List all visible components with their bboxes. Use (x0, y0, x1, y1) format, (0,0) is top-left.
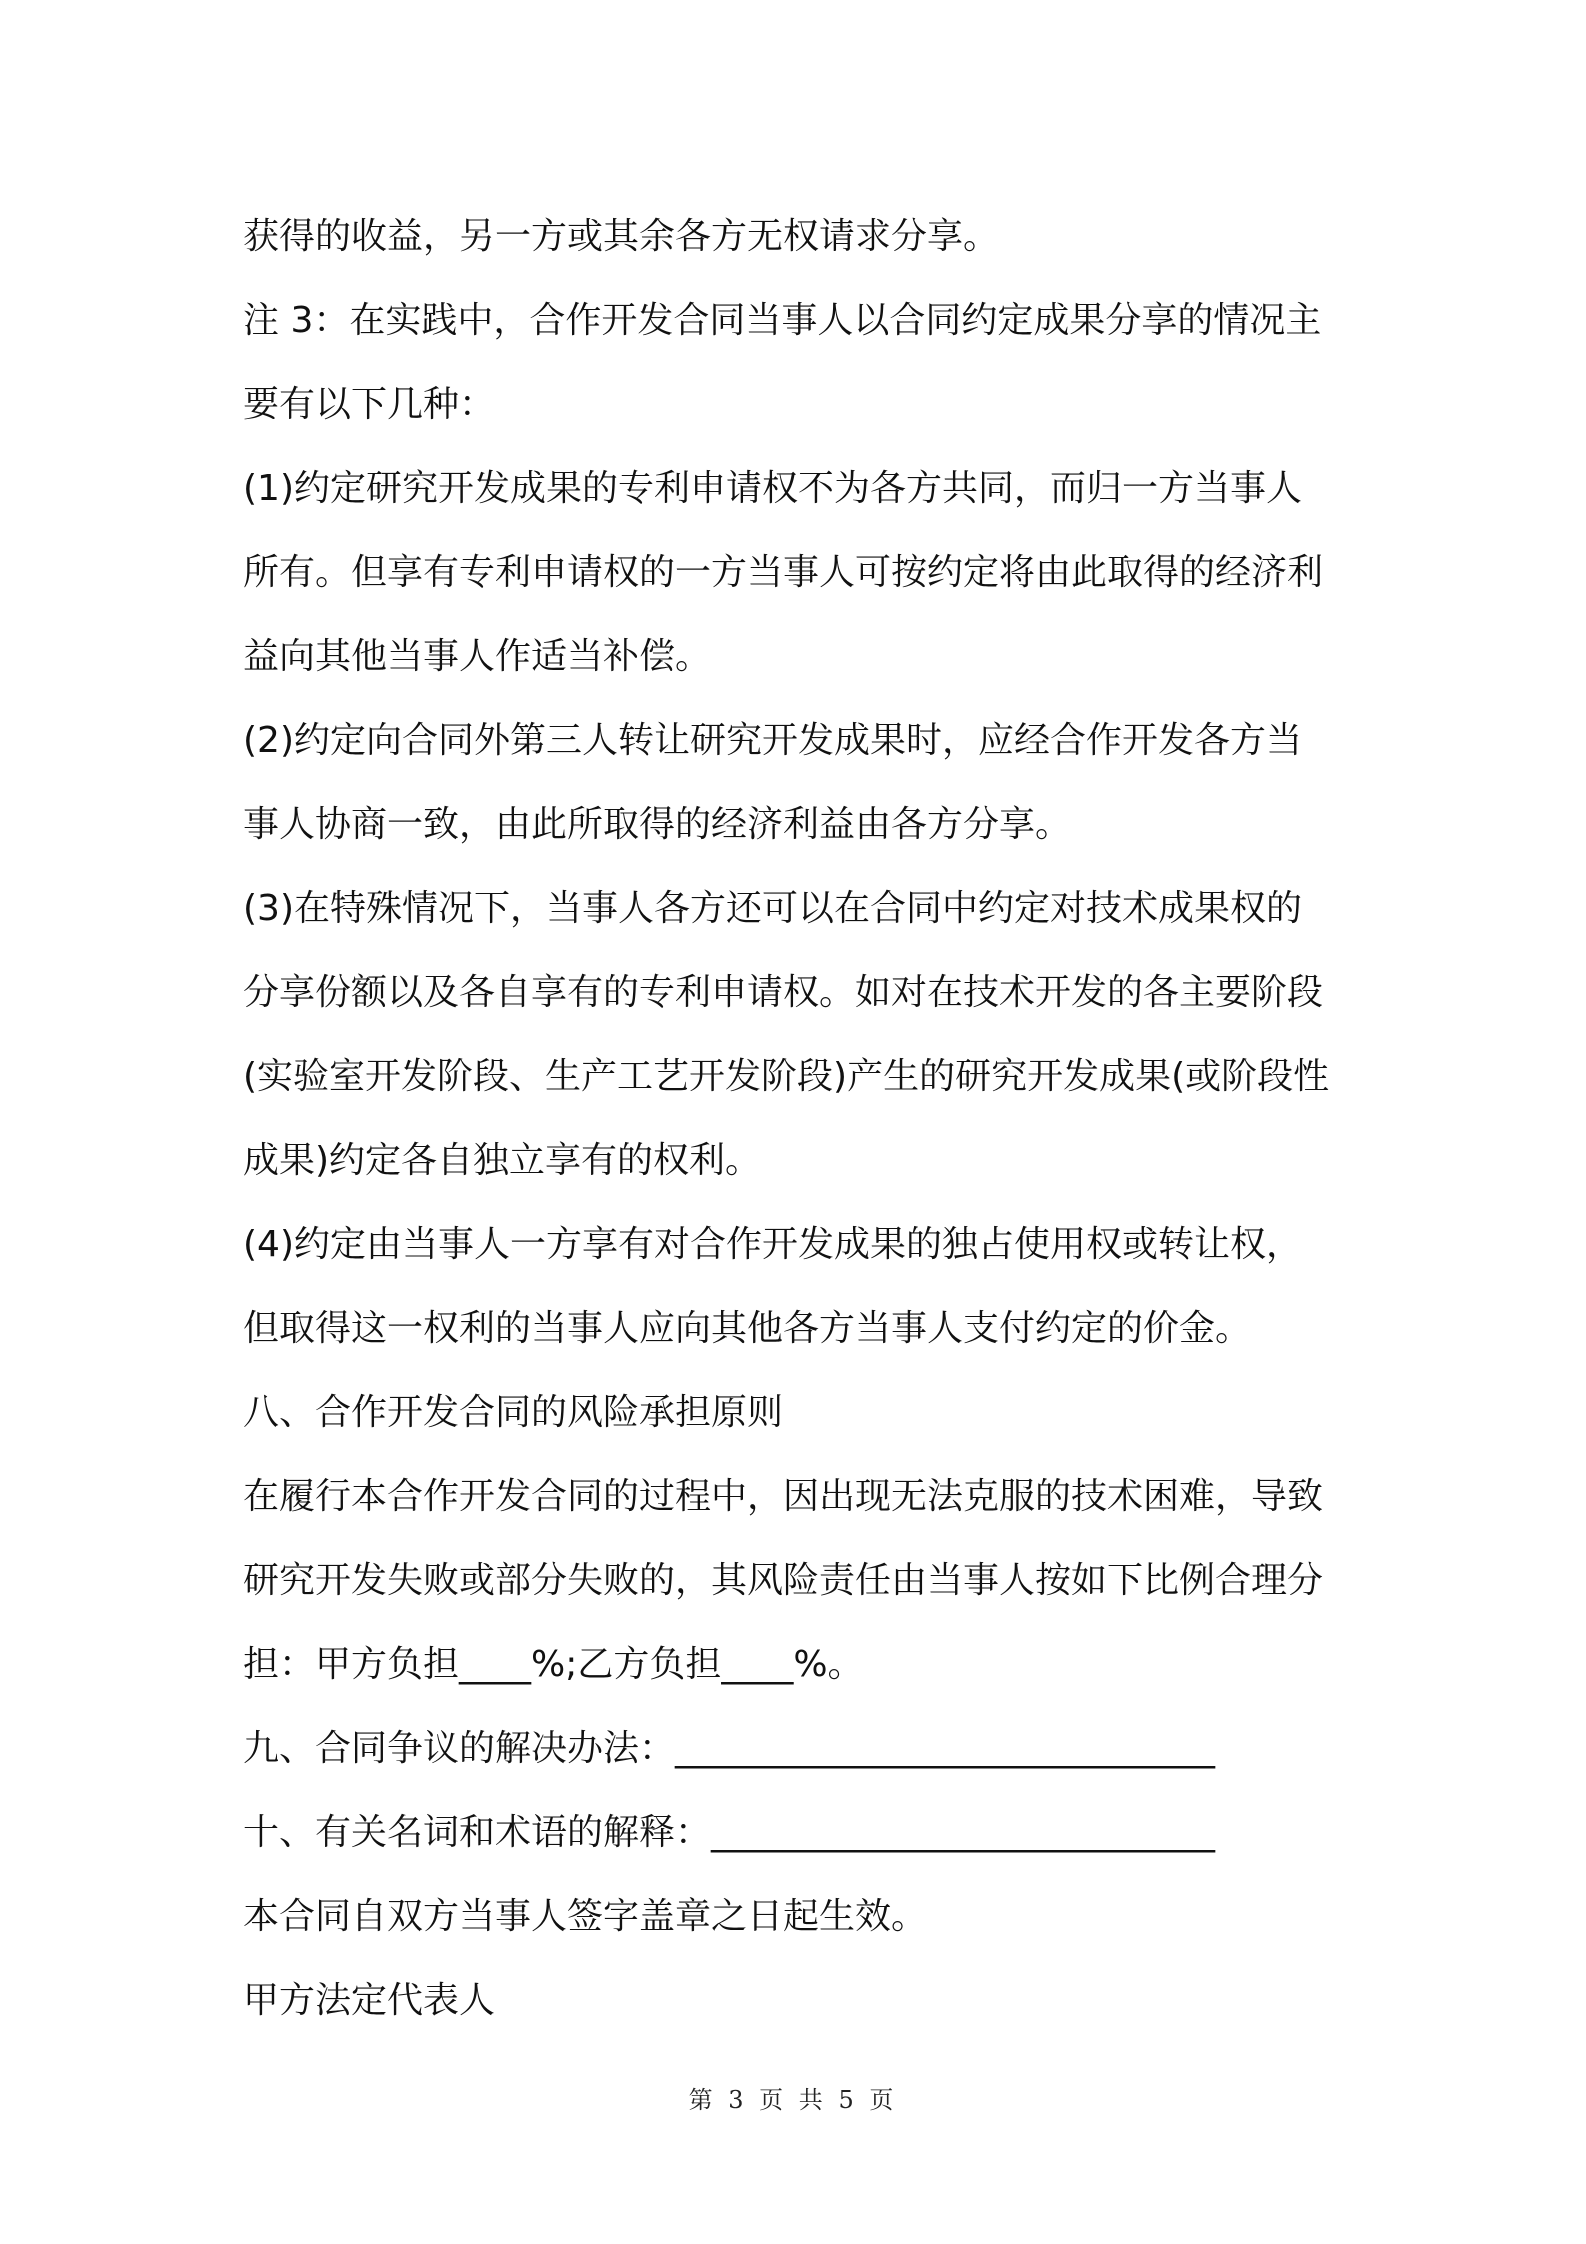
text-line: (4)约定由当事人一方享有对合作开发成果的独占使用权或转让权， (243, 1224, 1302, 1265)
text-line: 但取得这一权利的当事人应向其他各方当事人支付约定的价金。 (243, 1308, 1252, 1349)
text-line: 担：甲方负担____%;乙方负担____%。 (243, 1644, 864, 1685)
text-line: (2)约定向合同外第三人转让研究开发成果时，应经合作开发各方当 (243, 720, 1302, 761)
text-line: 成果)约定各自独立享有的权利。 (243, 1140, 762, 1181)
text-line: (3)在特殊情况下，当事人各方还可以在合同中约定对技术成果权的 (243, 888, 1302, 929)
text-line: 益向其他当事人作适当补偿。 (243, 636, 712, 677)
section-heading: 九、合同争议的解决办法：______________________________ (243, 1728, 1216, 1769)
text-line: 事人协商一致，由此所取得的经济利益由各方分享。 (243, 804, 1072, 845)
text-line: 本合同自双方当事人签字盖章之日起生效。 (243, 1896, 928, 1937)
text-line: 分享份额以及各自享有的专利申请权。如对在技术开发的各主要阶段 (243, 972, 1324, 1013)
text-line: 要有以下几种： (243, 384, 496, 425)
text-line: 研究开发失败或部分失败的，其风险责任由当事人按如下比例合理分 (243, 1560, 1324, 1601)
page-number: 第 3 页 共 5 页 (688, 2086, 898, 2114)
text-line: 获得的收益，另一方或其余各方无权请求分享。 (243, 216, 1000, 257)
section-heading: 十、有关名词和术语的解释：____________________________ (243, 1812, 1216, 1853)
section-heading: 八、合作开发合同的风险承担原则 (243, 1392, 784, 1433)
text-line: (1)约定研究开发成果的专利申请权不为各方共同，而归一方当事人 (243, 468, 1302, 509)
text-line: (实验室开发阶段、生产工艺开发阶段)产生的研究开发成果(或阶段性 (243, 1056, 1330, 1097)
text-line: 注 3：在实践中，合作开发合同当事人以合同约定成果分享的情况主 (243, 300, 1322, 341)
signature-label: 甲方法定代表人 (243, 1980, 496, 2021)
document-body (243, 195, 1363, 2043)
text-line: 所有。但享有专利申请权的一方当事人可按约定将由此取得的经济利 (243, 552, 1324, 593)
text-line: 在履行本合作开发合同的过程中，因出现无法克服的技术困难，导致 (243, 1476, 1324, 1517)
